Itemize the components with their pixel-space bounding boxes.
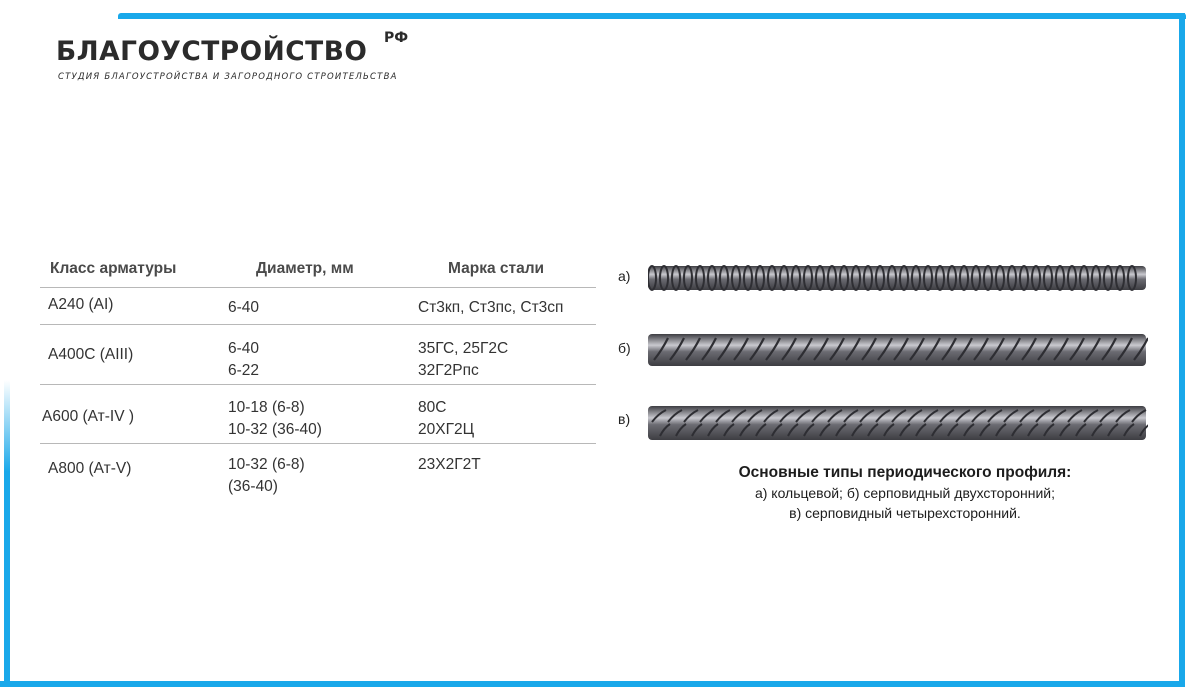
- row-3-steel-1: 80С: [418, 399, 447, 416]
- frame-border-left: [4, 380, 10, 685]
- rebar-body: [648, 334, 1146, 366]
- logo-subtitle: СТУДИЯ БЛАГОУСТРОЙСТВА И ЗАГОРОДНОГО СТРОИТЕЛЬСТВА: [58, 72, 398, 82]
- row-2-diameter-2: 6-22: [228, 362, 260, 379]
- frame-border-right: [1179, 13, 1185, 683]
- caption-title: Основные типы периодического профиля:: [738, 464, 1072, 481]
- rebar-crescent-two-sided-profile: [648, 330, 1148, 370]
- rebar-ring-profile: [648, 260, 1148, 296]
- row-4-steel-1: 23Х2Г2Т: [418, 456, 481, 473]
- table-divider: [40, 443, 596, 444]
- header-class: Класс арматуры: [50, 260, 177, 277]
- site-logo[interactable]: [56, 30, 416, 86]
- frame-border-top: [118, 13, 1186, 19]
- row-1-class: А240 (AI): [48, 296, 114, 313]
- frame-border-bottom: [0, 681, 1185, 687]
- table-divider: [40, 384, 596, 385]
- profiles-caption: [640, 463, 1170, 523]
- row-3-diameter-2: 10-32 (36-40): [228, 421, 322, 438]
- table-divider: [40, 324, 596, 325]
- row-2-diameter-1: 6-40: [228, 340, 260, 357]
- rebar-body: [648, 406, 1146, 440]
- logo-title: БЛАГОУСТРОЙСТВО: [56, 36, 368, 67]
- header-steel: Марка стали: [448, 260, 545, 277]
- rebar-crescent-four-sided-profile: [648, 402, 1148, 442]
- row-4-diameter-2: (36-40): [228, 478, 278, 495]
- caption-line-2: в) серповидный четырехсторонний.: [789, 505, 1021, 521]
- row-3-diameter-1: 10-18 (6-8): [228, 399, 305, 416]
- row-4-class: А800 (Ат-V): [48, 460, 132, 477]
- row-3-class: А600 (Ат-IV ): [42, 408, 135, 425]
- table-divider: [40, 287, 596, 288]
- profile-label-c: в): [618, 411, 631, 427]
- caption-line-1: а) кольцевой; б) серповидный двухсторонний;: [754, 485, 1056, 501]
- row-1-diameter: 6-40: [228, 299, 260, 316]
- row-2-steel-1: 35ГС, 25Г2С: [418, 340, 509, 357]
- rebar-profiles-figure: [618, 250, 1158, 450]
- header-diameter: Диаметр, мм: [256, 260, 354, 277]
- profile-label-a: а): [618, 268, 631, 284]
- row-2-steel-2: 32Г2Рпс: [418, 362, 479, 379]
- row-1-steel: Ст3кп, Ст3пс, Ст3сп: [418, 299, 564, 316]
- logo-domain-suffix: РФ: [384, 30, 409, 46]
- row-4-diameter-1: 10-32 (6-8): [228, 456, 305, 473]
- row-2-class: А400С (AIII): [48, 346, 134, 363]
- profile-label-b: б): [618, 340, 631, 356]
- row-3-steel-2: 20ХГ2Ц: [418, 421, 475, 438]
